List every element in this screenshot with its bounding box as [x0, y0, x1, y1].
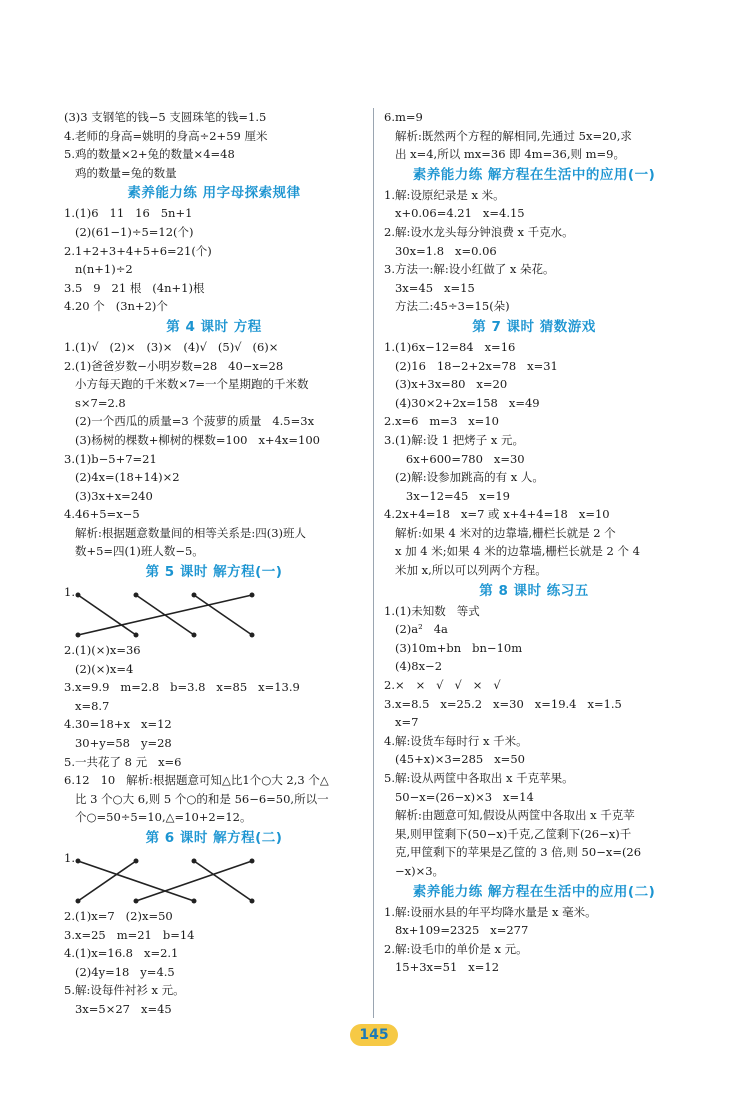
line: 30+y=58 y=28 — [64, 736, 172, 751]
section-heading: 第 8 课时 练习五 — [479, 582, 589, 599]
dot — [76, 633, 81, 638]
column-divider — [373, 108, 374, 1018]
line: 3.5 9 21 根 (4n+1)根 — [64, 280, 205, 295]
line: 3.x=9.9 m=2.8 b=3.8 x=85 x=13.9 — [64, 680, 300, 695]
line: 2.(1)(×)x=36 — [64, 643, 141, 658]
line: −x)×3。 — [384, 863, 445, 878]
match-line — [136, 861, 252, 901]
dot — [76, 899, 81, 904]
line: (3)3x+x=240 — [64, 488, 153, 503]
section-heading: 素养能力练 解方程在生活中的应用(一) — [412, 166, 656, 183]
line: 解析:既然两个方程的解相同,先通过 5x=20,求 — [384, 128, 632, 143]
line: 4.30=18+x x=12 — [64, 717, 172, 732]
section-heading: 素养能力练 用字母探索规律 — [127, 185, 301, 202]
line: 2.x=6 m=3 x=10 — [384, 414, 499, 429]
line: 6.12 10 解析:根据题意可知△比1个○大 2,3 个△ — [64, 773, 329, 788]
line: (2)一个西瓜的质量=3 个菠萝的质量 4.5=3x — [64, 414, 315, 429]
dot — [134, 593, 139, 598]
dot — [192, 859, 197, 864]
line: 2.解:设毛巾的单价是 x 元。 — [384, 941, 528, 956]
line: 2.解:设水龙头每分钟浪费 x 千克水。 — [384, 224, 574, 239]
line: (3)x+3x=80 x=20 — [384, 377, 508, 392]
dot — [250, 593, 255, 598]
dot — [250, 633, 255, 638]
line: (45+x)×3=285 x=50 — [384, 752, 525, 767]
line: 30x=1.8 x=0.06 — [384, 243, 497, 258]
section-heading: 第 7 课时 猜数游戏 — [472, 318, 596, 335]
dot — [134, 633, 139, 638]
line: 米加 x,所以可以列两个方程。 — [384, 563, 547, 578]
line: (2)4x=(18+14)×2 — [64, 470, 180, 485]
line: 6.m=9 — [384, 110, 423, 124]
line: 果,则甲筐剩下(50−x)千克,乙筐剩下(26−x)千 — [384, 826, 632, 841]
line: 2.(1)爸爸岁数−小明岁数=28 40−x=28 — [64, 358, 284, 373]
line: 15+3x=51 x=12 — [384, 960, 500, 975]
line: 6x+600=780 x=30 — [384, 451, 525, 466]
line: 5.一共花了 8 元 x=6 — [64, 754, 182, 769]
line: 小方每天跑的千米数×7=一个星期跑的千米数 — [64, 377, 309, 392]
line: 1.(1)未知数 等式 — [384, 603, 480, 618]
line: (2)a² 4a — [384, 622, 448, 637]
line: 2.× × √ √ × √ — [384, 678, 501, 693]
line: 1.解:设丽水县的年平均降水量是 x 毫米。 — [384, 904, 597, 919]
section-heading: 第 5 课时 解方程(一) — [145, 564, 283, 581]
line: 方法二:45÷3=15(朵) — [384, 299, 510, 314]
match-line — [78, 861, 136, 901]
dot — [250, 859, 255, 864]
line: 个○=50÷5=10,△=10+2=12。 — [64, 810, 252, 825]
line: 8x+109=2325 x=277 — [384, 923, 529, 938]
line: 解析:由题意可知,假设从两筐中各取出 x 千克苹 — [384, 808, 635, 823]
line: 4.46+5=x−5 — [64, 507, 140, 522]
dot — [192, 899, 197, 904]
matching-diagram-1 — [64, 583, 364, 641]
line: 3.x=8.5 x=25.2 x=30 x=19.4 x=1.5 — [384, 696, 622, 711]
page-number: 145 — [350, 1024, 398, 1046]
line: 4.(1)x=16.8 x=2.1 — [64, 946, 179, 961]
line: 4.2x+4=18 x=7 或 x+4+4=18 x=10 — [384, 507, 610, 522]
line: n(n+1)÷2 — [64, 262, 133, 277]
line: (2)(61−1)÷5=12(个) — [64, 224, 194, 239]
line: 4.解:设货车每时行 x 千米。 — [384, 733, 528, 748]
line: 克,甲筐剩下的苹果是乙筐的 3 倍,则 50−x=(26 — [384, 845, 642, 860]
line: 4.老师的身高=姚明的身高÷2+59 厘米 — [64, 128, 268, 143]
right-column — [384, 108, 684, 977]
section-heading: 第 6 课时 解方程(二) — [145, 830, 283, 846]
match-line — [194, 861, 252, 901]
matching-lines — [74, 589, 294, 641]
matching-lines — [74, 855, 294, 907]
left-column — [64, 108, 364, 1019]
dot — [192, 633, 197, 638]
line: 3x−12=45 x=19 — [384, 488, 510, 503]
line: s×7=2.8 — [64, 395, 126, 410]
line: 比 3 个○大 6,则 5 个○的和是 56−6=50,所以一 — [64, 791, 329, 806]
line: 3.x=25 m=21 b=14 — [64, 927, 195, 942]
line: (4)8x−2 — [384, 659, 443, 674]
section-heading: 第 4 课时 方程 — [166, 318, 262, 335]
line: 出 x=4,所以 mx=36 即 4m=36,则 m=9。 — [384, 147, 625, 162]
line: 1. — [64, 851, 75, 865]
line: (2)16 18−2+2x=78 x=31 — [384, 358, 558, 373]
line: 5.鸡的数量×2+兔的数量×4=48 — [64, 147, 235, 162]
line: (3)10m+bn bn−10m — [384, 640, 523, 655]
line: (2)4y=18 y=4.5 — [64, 964, 175, 979]
line: x+0.06=4.21 x=4.15 — [384, 206, 525, 221]
line: 5.解:设从两筐中各取出 x 千克苹果。 — [384, 771, 574, 785]
line: (2)解:设参加跳高的有 x 人。 — [384, 470, 544, 485]
line: 鸡的数量=兔的数量 — [64, 165, 177, 180]
line: x=8.7 — [64, 698, 110, 713]
line: 1.(1)6 11 16 5n+1 — [64, 206, 193, 221]
match-line — [78, 861, 194, 901]
dot — [250, 899, 255, 904]
line: 3.(1)b−5+7=21 — [64, 451, 157, 466]
dot — [134, 859, 139, 864]
line: 3.(1)解:设 1 把烤子 x 元。 — [384, 432, 525, 447]
line: 50−x=(26−x)×3 x=14 — [384, 789, 534, 804]
line: 解析:根据题意数量间的相等关系是:四(3)班人 — [64, 525, 307, 540]
line: 3.方法一:解:设小红做了 x 朵花。 — [384, 262, 555, 277]
line: 1.解:设原纪录是 x 米。 — [384, 187, 505, 202]
matching-diagram-2 — [64, 849, 364, 907]
line: 5.解:设每件衬衫 x 元。 — [64, 983, 185, 998]
line: 解析:如果 4 米对的边靠墙,栅栏长就是 2 个 — [384, 525, 616, 540]
dot — [134, 899, 139, 904]
dot — [192, 593, 197, 598]
line: 2.(1)x=7 (2)x=50 — [64, 909, 173, 923]
dot — [76, 859, 81, 864]
line: 1.(1)6x−12=84 x=16 — [384, 339, 516, 354]
line: x=7 — [384, 715, 419, 730]
line: 数+5=四(1)班人数−5。 — [64, 544, 204, 559]
line: 3x=45 x=15 — [384, 280, 475, 295]
line: 1. — [64, 585, 75, 600]
section-heading: 素养能力练 解方程在生活中的应用(二) — [412, 883, 656, 900]
line: 4.20 个 (3n+2)个 — [64, 299, 168, 314]
match-line — [78, 595, 252, 635]
line: 2.1+2+3+4+5+6=21(个) — [64, 243, 212, 258]
line: (3)杨树的棵数+柳树的棵数=100 x+4x=100 — [64, 432, 320, 447]
line: (4)30×2+2x=158 x=49 — [384, 395, 540, 410]
line: (3)3 支钢笔的钱−5 支圆珠笔的钱=1.5 — [64, 110, 267, 124]
line: 1.(1)√ (2)× (3)× (4)√ (5)√ (6)× — [64, 339, 279, 354]
line: (2)(×)x=4 — [64, 661, 134, 676]
line: 3x=5×27 x=45 — [64, 1001, 172, 1016]
line: x 加 4 米;如果 4 米的边靠墙,栅栏长就是 2 个 4 — [384, 544, 640, 559]
dot — [76, 593, 81, 598]
